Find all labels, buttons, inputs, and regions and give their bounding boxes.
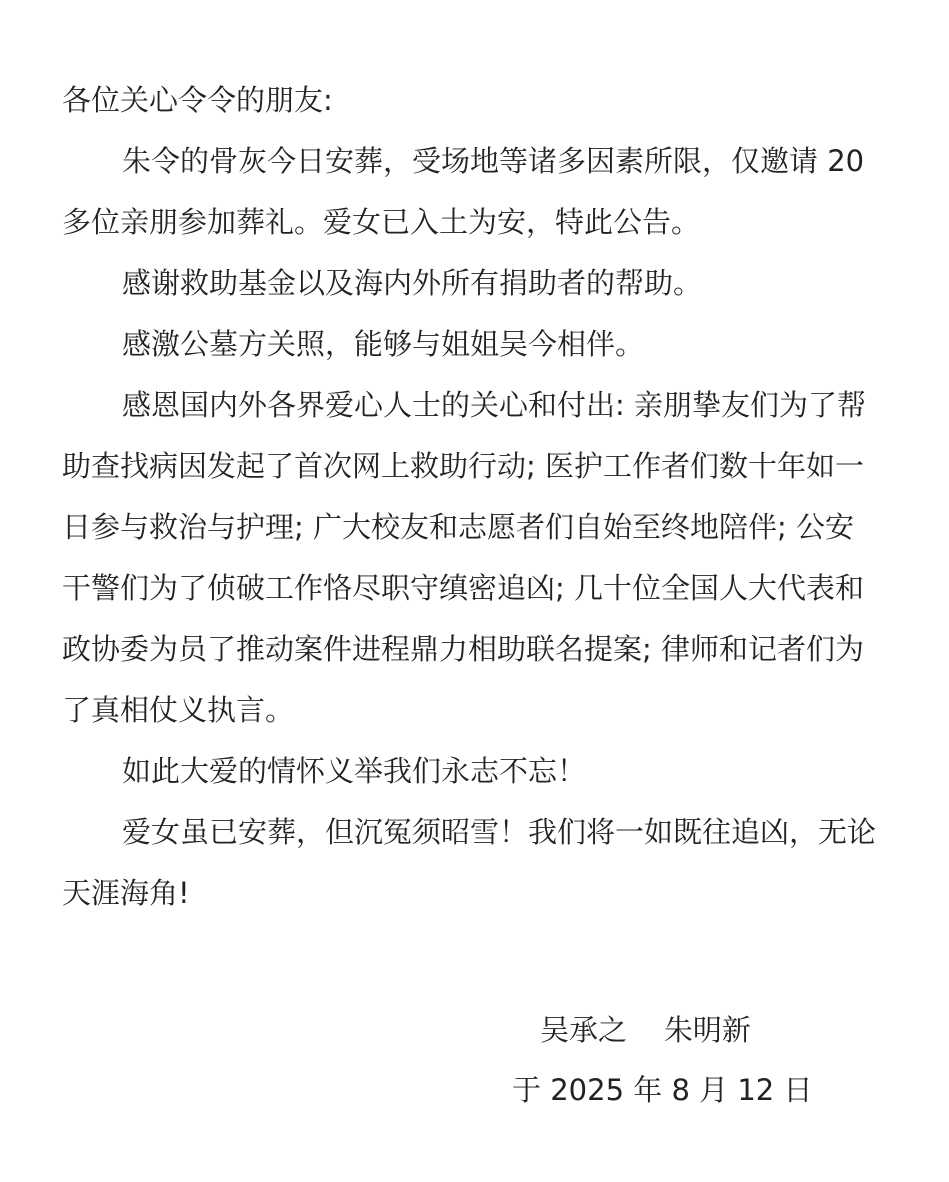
letter-line-3: 感谢救助基金以及海内外所有捐助者的帮助。 bbox=[122, 266, 703, 300]
letter-line-12: 爱女虽已安葬，但沉冤须昭雪！我们将一如既往追凶，无论 bbox=[122, 815, 877, 849]
letter-line-13: 天涯海角! bbox=[62, 876, 190, 910]
letter-line-6: 助查找病因发起了首次网上救助行动; 医护工作者们数十年如一 bbox=[62, 449, 864, 483]
letter-line-9: 政协委为员了推动案件进程鼎力相助联名提案; 律师和记者们为 bbox=[62, 632, 864, 666]
letter-line-4: 感激公墓方关照，能够与姐姐吴今相伴。 bbox=[122, 327, 645, 361]
signatories: 吴承之 朱明新 bbox=[540, 1013, 751, 1047]
letter-line-11: 如此大爱的情怀义举我们永志不忘！ bbox=[122, 754, 587, 788]
letter-line-8: 干警们为了侦破工作恪尽职守缜密追凶; 几十位全国人大代表和 bbox=[62, 571, 864, 605]
letter-date: 于 2025 年 8 月 12 日 bbox=[512, 1073, 813, 1107]
letter-line-5: 感恩国内外各界爱心人士的关心和付出: 亲朋挚友们为了帮 bbox=[122, 388, 866, 422]
letter-body bbox=[62, 70, 892, 924]
letter-line-2: 多位亲朋参加葬礼。爱女已入土为安，特此公告。 bbox=[62, 205, 701, 239]
letter-line-10: 了真相仗义执言。 bbox=[62, 693, 295, 727]
letter-line-1: 朱令的骨灰今日安葬，受场地等诸多因素所限，仅邀请 20 bbox=[122, 144, 865, 178]
salutation: 各位关心令令的朋友: bbox=[62, 83, 333, 117]
letter-line-7: 日参与救治与护理; 广大校友和志愿者们自始至终地陪伴; 公安 bbox=[62, 510, 854, 544]
